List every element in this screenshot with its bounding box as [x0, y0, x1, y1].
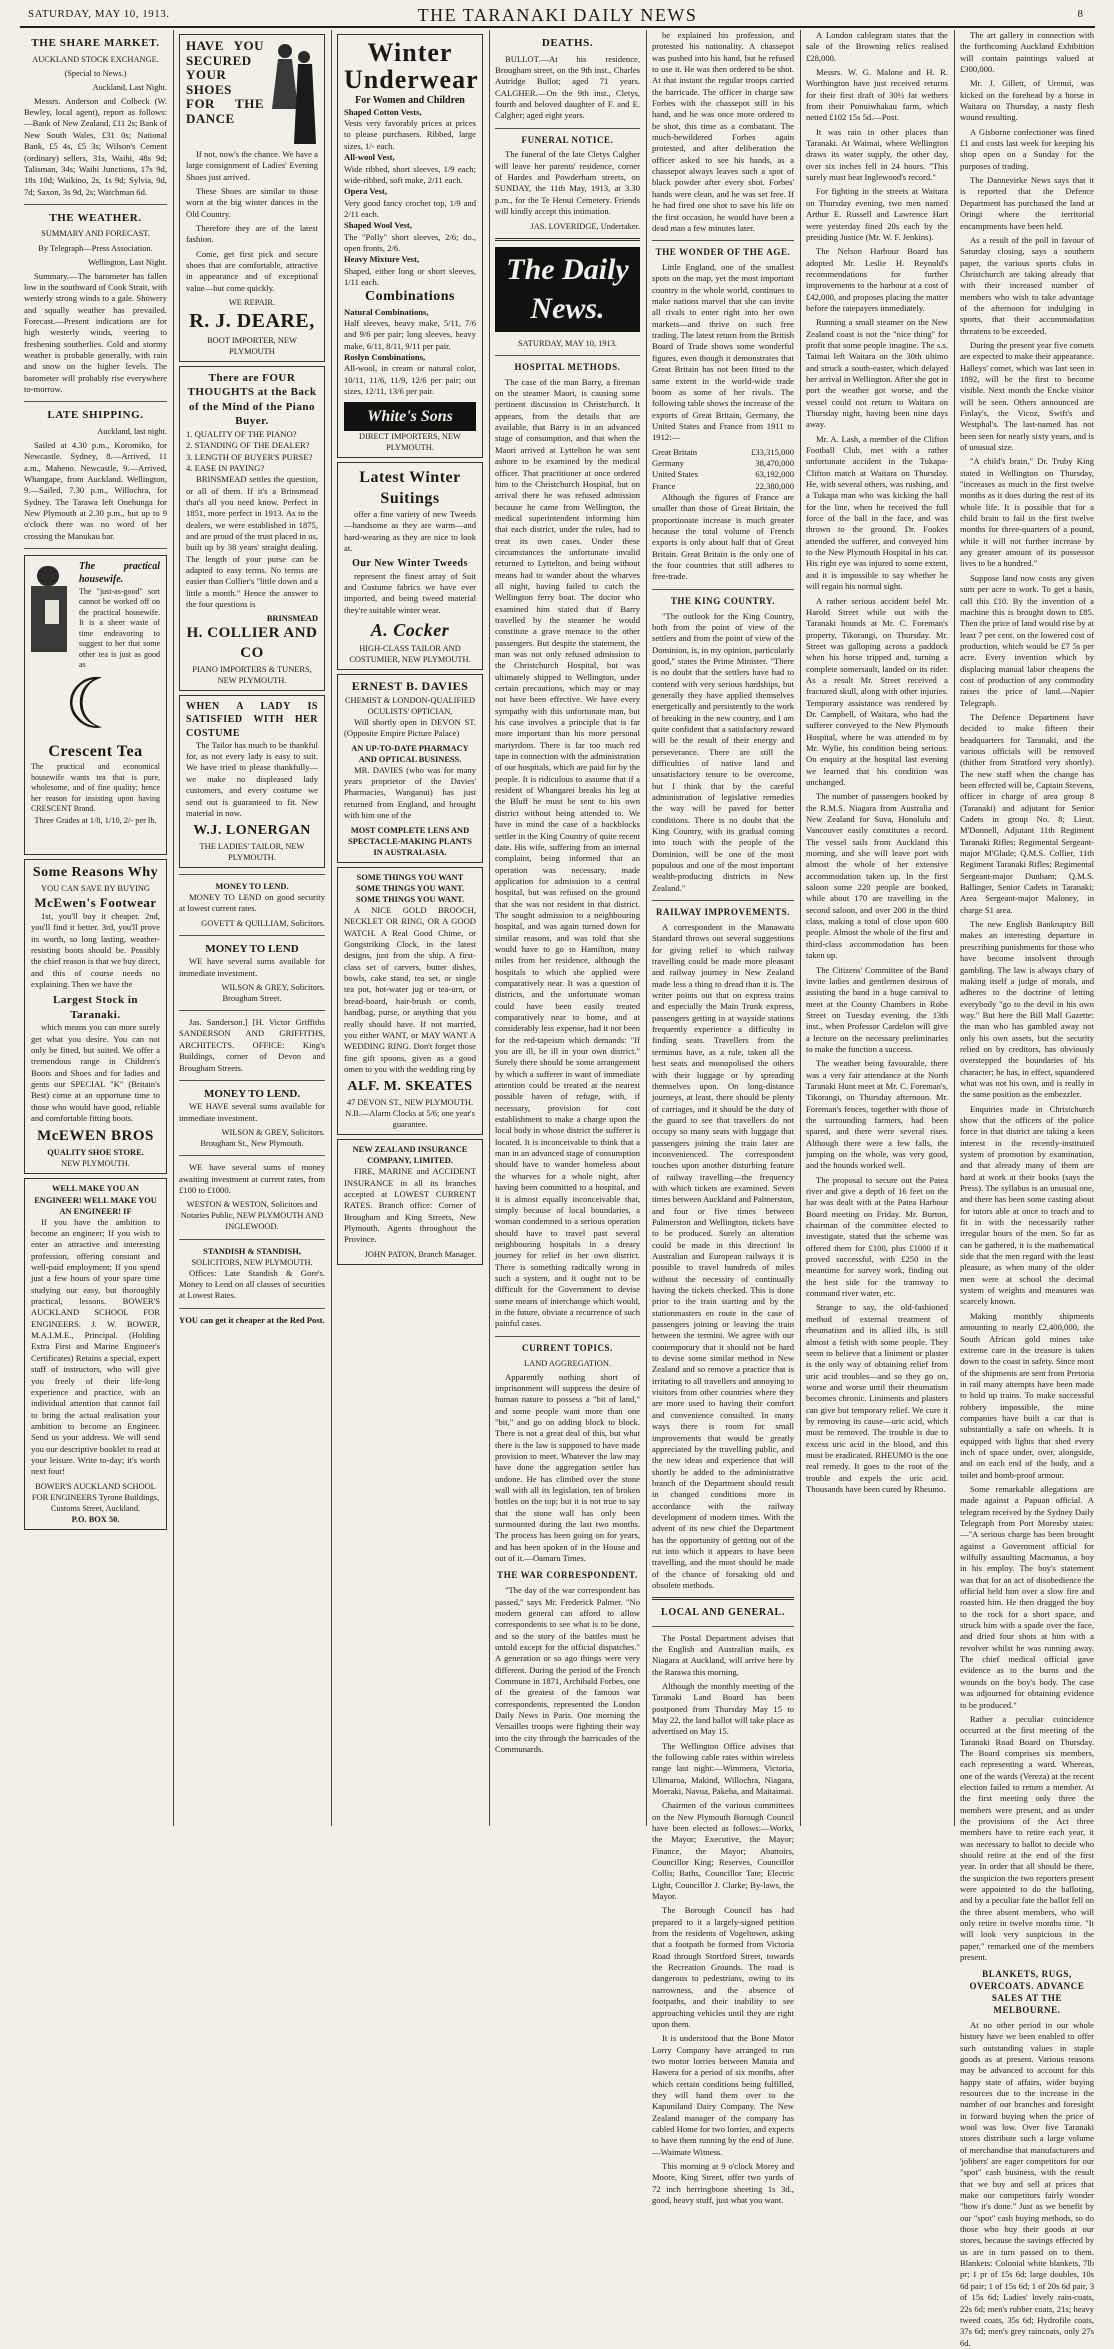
column-rule	[800, 30, 801, 1826]
combinations-head: Combinations	[364, 289, 456, 305]
table-cell: 63,192,000	[755, 469, 794, 480]
piano-question-1: 1. QUALITY OF THE PIANO?	[186, 428, 297, 439]
mcewen-text2: which means you can more surely get what you desire. You can not only be fitted, but suited. We offer a tremendous range in Children's Boots and Shoes and for ladies and gents our SPECIAL "K" (Britain's Best) come at an opportune time to those who would have good, reliable and comfortable fitting boots.	[31, 1022, 160, 1124]
news-item: During the present year five comets are expected to make their appearance. Halleys' comet, which was last seen in 1892, will be the first to become visible. Next month the Encke visitor will be seen. Others announced are Finlay's, the Vicoz, Swift's and Westphal's. The last-named has not been seen for nearly sixty years, and is of unusual size.	[960, 339, 1094, 453]
news-item: It was rain in other places than Taranaki. At Waimai, where Wellington draws its water supply, the other day, over six inches fell in 24 hours. "This surely must beat Inglewood's record."	[806, 126, 948, 183]
comb-item	[344, 352, 476, 397]
page-header	[20, 4, 1095, 28]
column-1	[24, 30, 167, 1826]
lady-text: The Tailor has much to be thankful for, as not every lady is easy to suit. We have tried to please thankfully—we make no displeased lady customers, and every costume we send out is guaranteed to fit. New material in now.	[186, 739, 318, 818]
money-2-text: WE have several sums available for immediate investment.	[179, 956, 325, 978]
news-item: The Defence Department have decided to make fifteen their headquarters for Taranaki, and the various officials will be removed (thither from Stratford very shortly). The new staff when the change has been effected will be, Captain Stevens, officer in charge of area group 8 (Taranaki) and adjutant for Senior Cadets in group No. 8; Lieut. M'Donnell, Adjutant 11th Regiment Taranaki Rifles; Regimental Sergeant-major M'Glade; Q.M.S. Collier, 11th Regiment Taranaki Rifles; Regimental Sergeant-major Dunham; Q.M.S. Ballinger, Senior Cadets in Taranaki; Area Sergeant-major Maloney, in charge S1 area.	[960, 711, 1094, 915]
local-item: The Wellington Office advises that the following cable rates within wireless range last night:—Wimmera, Victoria, Ulimaroa, Makind, Willochra, Niagara, Moeraki, Navua, Pakeha, and Maitaimai.	[652, 1740, 794, 1796]
news-item: Mr. A. Lash, a member of the Clifton Football Club, met with a rather unfortunate accident in the Tukapa-Clifton match at Waitara on Thursday. He, with several others, was rushing, and a Tukapa man who was kicking the ball for the line, when he received the full force of the ball in the face, and was thrown to the ground. Dr. Fookes attended the sufferer, and conveyed him to the New Plymouth Hospital in his car. His right eye was injured to some extent, and it is impossible to say whether he will regain his normal sight.	[806, 433, 948, 592]
collier-piano-ad	[179, 366, 325, 691]
column-rule	[489, 30, 490, 1826]
winter-item-head: Shaped Cotton Vests,	[344, 106, 422, 117]
table-cell: United States	[652, 469, 699, 480]
news-item: The art gallery in connection with the forthcoming Auckland Exhibition will contain paintings valued at £300,000.	[960, 30, 1094, 75]
davies-text-3: MR. DAVIES (who was for many years proprietor of the Davies' Pharmacies, Wanganui) has just returned from England, and brought with him one of the	[344, 764, 476, 821]
shipping-dateline: Auckland, last night.	[97, 426, 167, 436]
weather-report: Summary.—The barometer has fallen low in the southward of Cook Strait, with westerly strong winds to a gale. Showery and squally weather has prevailed. Forecast.—Present indications are for high westerly winds, veering to freshening southerlies. Cold and stormy weather is probable generally, with rain and snow on the higher levels. The barometer will probably rise everywhere to-morrow.	[24, 270, 167, 395]
divider	[652, 589, 794, 590]
shoes-text-4: Come, get first pick and secure shoes that are comfortable, attractive in appearance and of exceptional value—but come quickly.	[186, 248, 318, 293]
crescent-tail: The practical and economical housewife wants tea that is pure, wholesome, and of fine quality; hence her reason for insisting upon having CRESCENT Brand.	[31, 762, 160, 814]
nzi-sign: JOHN PATON, Branch Manager.	[364, 1249, 476, 1259]
news-item: Rather a peculiar coincidence occurred at the first meeting of the Taranaki Road Board on Thursday. The Board comprises six members, each representing a ward. Whereas, one of the wards (Vereza) at the recent election failed to return a member. At the first meeting only three the members were present, and as under the provisions of the Act three members have to retire each year, it was necessary to ballot to decide who should retire at the end of the first year. In order that all should be there, the suspicion the two reporters present were appointed to do the balloting, and by a peculiar fate the ballot fell on the three absent members, who will only retire in twelve months time. "It will look very suspicious in the paper," remarked one of the members present.	[960, 1713, 1094, 1963]
dancers-illustration-icon	[268, 39, 318, 149]
news-item: The proposal to secure out the Patea river and give a depth of 16 feet on the bar was dealt with at the Patea Harbour Board meeting on Friday. Mr. Burton, chairman of the committee elected to investigate, stated that the scheme was offered them for £100, plus £1000 if it proved successful, with £250 in the meantime for survey work, finding out the best side for the tramway to command river water, etc.	[806, 1174, 948, 1299]
engineer-ad	[24, 1178, 167, 1530]
column-5	[652, 30, 795, 2205]
local-item: It is understood that the Bone Motor Lorry Company have arranged to run two motor lorries between Manaia and Hawera for a period of six months, after which certain conditions being fulfilled, they will hand them over to the Kapuniland Dairy Company. The New Zealand manager of the company has cabled Home for two lorries, and expects to have them running by the end of June.—Waimate Witness.	[652, 2033, 794, 2157]
column-rule	[954, 30, 955, 1826]
divider	[179, 935, 325, 936]
divider	[179, 1080, 325, 1081]
winter-sub: For Women and Children	[355, 94, 465, 106]
cocker-sub: HIGH-CLASS TAILOR AND COSTUMIER, NEW PLYMOUTH.	[349, 643, 471, 664]
suit-head-2: Our New Winter Tweeds	[352, 558, 468, 570]
news-item: The weather being favourable, there was a very fair attendance at the North Taranaki Hunt meet at Mr. C. Foreman's, Tikorangi, on Thursday afternoon. Mr. Foreman's fences, together with those of the surrounding farmers, had been spared, and there were several rises. Although there were a few falls, the jumping on the whole, was very good, and the hounds worked well.	[806, 1058, 948, 1171]
cocker-name: A. Cocker	[370, 619, 450, 640]
standish-sub: SOLICITORS, NEW PLYMOUTH.	[191, 1257, 313, 1267]
shoes-text-3: Therefore they are of the latest fashion.	[186, 223, 318, 245]
winter-item-head: All-wool Vest,	[344, 152, 395, 163]
local-general-heading: LOCAL AND GENERAL.	[661, 1607, 785, 1619]
shipping-report: Sailed at 4.30 p.m., Koromiko, for Newcastle. Sydney, 8.—Arrived, 11 a.m., Maheno. Newcastle, 9.—Arrived, Whangape, from Auckland. Wellington, 9.—Sailed, 7.30 p.m., Willochra, for Sydney. The Tarawa left Onehunga for New Plymouth at 2.30 p.m., but up to 9 o'clock there was no word of her crossing the Manukau bar.	[24, 440, 167, 541]
winter-big: Winter Underwear	[344, 38, 479, 95]
king-country-text: "The outlook for the King Country, both from the point of view of the settlers and from the point of view of the Dominion, is, in my opinion, particularly good," states the Prime Minister. "There is no doubt that the settlers have had to contend with very serious hardships, but generally they have applied themselves energetically and persistently to the work of breaking in the new country, and I am quite confident that a satisfactory reward will be the result of their energy and perseverance. There are still the difficulties of native land and unsatisfactory tenure to be overcome, but I think that by the careful administration of legislative remedies the way will be paved for better conditions. There is no doubt that the King Country, with its gradual coming into touch with the people of the Dominion, will be one of the most populous and one of the most important wealth-producing districts in New Zealand."	[652, 610, 794, 893]
lonergan-ad	[179, 695, 325, 868]
funeral-heading: FUNERAL NOTICE.	[521, 134, 614, 145]
share-special: (Special to News.)	[64, 68, 127, 78]
editorial-masthead	[495, 247, 640, 332]
piano-question-3: 3. LENGTH OF BUYER'S PURSE?	[186, 451, 313, 462]
winter-item-text: Vests very favorably prices at prices to please purchasers. Ribbed, large sizes, 1/- each.	[344, 118, 476, 151]
divider	[179, 1239, 325, 1240]
news-item: Suppose land now costs any given sum per acre to work. To get a basis, call this £10. By the invention of a machine this is brought down to £85. Then the price of land would rise by at least 7 per cent. on the lowered cost of production, which would be £7 5s per acre. Every invention which by displacing manual labor cheapens the cost of production of any commodity raises the price of land.—Napier Telegraph.	[960, 572, 1094, 708]
deare-shoes-ad	[179, 34, 325, 362]
winter-item	[344, 152, 476, 186]
engineer-text: If you have the ambition to become an engineer; If you wish to enter an attractive and interesting profession, offering constant and well-paid employment; If you spend just a few hours of your spare time studying our easy, but thoroughly practical, lessons. BOWER'S AUCKLAND SCHOOL FOR ENGINEERS. J. W. BOWER, M.A.I.M.E., Principal. (Holding Extra First and Marine Engineer's Certificates) Retains a special, expert staff of instructors, who will give you freely of their life-long experience and practice, with an individual attention that cannot fail to bring the actual realisation your ambition to become an Engineer. Send us your address. We will send you our descriptive booklet to read at your leisure. Write to-day; it's worth next four!	[31, 1216, 160, 1477]
mcewen-big: Largest Stock in Taranaki.	[53, 994, 138, 1021]
column-2	[179, 30, 325, 1826]
winter-item	[344, 186, 476, 220]
wonder-text: Little England, one of the smallest spots on the map, yet the most important country in the whole world, continues to make nations marvel that she can invite all rivals to enter right into her own markets—and thrive on such free trading. The latest return from the British Board of Trade shows some wonderful figures, even though it demonstrates that Great Britain has not been fitted to the same extent in the world-wide trade boom as some of her rivals. The following table shows the increase of the exports of Great Britain, Germany, the United States and France from 1911 to 1912:—	[652, 262, 794, 443]
funeral-text: The funeral of the late Cletys Calgher will leave her parents' residence, corner of Hardes and Powderham streets, on SUNDAY, the 11th May, 1913, at 3.30 p.m., for the Te Henui Cemetery. Friends will kindly accept this intimation.	[495, 149, 640, 217]
local-item: Chairmen of the various committees on the New Plymouth Borough Council have been elected as follows:—Works, the Mayor; Executive, the Mayor; Finance, the Mayor; Abattoirs, Councillor King; Reserves, Councillor Collis; Baths, Councillor Tate; Electric Light, Councillor J. Clarke; By-laws, the Mayor.	[652, 1800, 794, 1902]
comb-item	[344, 307, 476, 352]
wonder-heading: THE WONDER OF THE AGE.	[655, 247, 791, 258]
winter-item	[344, 220, 476, 254]
winter-item	[344, 254, 476, 288]
standish-head: STANDISH & STANDISH,	[203, 1246, 301, 1256]
winter-item-head: Shaped Wool Vest,	[344, 220, 412, 231]
divider	[24, 204, 167, 205]
piano-question-4: 4. EASE IN PAYING?	[186, 462, 265, 473]
divider	[24, 548, 167, 549]
suit-text-2: represent the finest array of Suit and Costume fabrics we have ever imported, and being tweed material they're suitable winter wear.	[344, 570, 476, 615]
piano-text: BRINSMEAD settles the question, or all of them. If it's a Brinsmead that's all you need know. Perfect in 1851, more perfect in 1913. As to the dealers, we were established in 1875, and are proud of the trust placed in us, built up by 38 years' straight dealing. The length of your purse can be adapted to easy terms. No terms are easier than Collier's "little down and a little a month." Hence the answer to the four questions is	[186, 474, 318, 610]
davies-text-1: Will shortly open in DEVON ST. (Opposite Empire Picture Palace)	[344, 716, 476, 739]
header-date: SATURDAY, MAY 10, 1913.	[28, 8, 170, 20]
news-item: "A child's brain," Dr. Truby King stated in Wellington on Thursday, "increases as much in the first twelve months as it does during the rest of its whole life. It is possible that for a child brain to fail in the first twelve months for three-quarters of a pound, while it will not further increase by any greater amount of its possessor lives to be a hundred."	[960, 456, 1094, 569]
engineer-footer: BOWER'S AUCKLAND SCHOOL FOR ENGINEERS Tyrone Buildings, Customs Street, Auckland.	[31, 1481, 160, 1513]
column-rule	[646, 30, 647, 1826]
piano-question-2: 2. STANDING OF THE DEALER?	[186, 440, 310, 451]
skeates-name: ALF. M. SKEATES	[347, 1079, 473, 1095]
mcewen-firm: McEWEN BROS	[37, 1128, 154, 1145]
weston-firm: WESTON & WESTON, Solicitors and Notaries Public, NEW PLYMOUTH AND INGLEWOOD.	[180, 1200, 324, 1232]
crescent-name: Crescent Tea	[48, 742, 143, 760]
winter-item-head: Heavy Mixture Vest,	[344, 254, 420, 265]
column-4	[495, 30, 640, 1826]
table-cell: 22,380,000	[755, 480, 794, 491]
local-item: The Borough Council has had prepared to it a largely-signed petition from the residents of Vogeltown, asking that a footpath be formed from Victoria Road through Stortford Street, towards the Recreation Grounds. The road is dangerous to pedestrians, owing to its narrowness, and the absence of footpaths, and their inability to see approaching vehicles until they are right upon them.	[652, 1905, 794, 2029]
news-item: Some remarkable allegations are made against a Papuan official. A telegram received by the Sydney Daily Telegraph from Port Moresby states:—"A serious charge has been brought against a Government official for wilfully assaulting Macmanus, a boy in his employ. The boy's statement was that for an act of disobedience the official held him over a slow fire and roasted him. He then dragged the boy to the rock for a short space, and struck him with a spade over the face, and dried four shots at him with a revolver whilst he was running away. The chief medical official gave evidence as to the burns and the wounds on the boy's body. The case was adjourned for obtaining evidence to be produced."	[960, 1483, 1094, 1710]
war-continued: be explained his profession, and protested his nationality. A chassepot was pushed into his hand, but he refused to use it. He was then ordered to be shot. At that instant the regular troops carried the barricade. The officer in charge saw Forbes with the chassepot still in his hand, and he was once more ordered to be shot, this time as a combatant. The much-bewildered Forbes again protested, and after deliberation the officer asked to see his hands, as a chassepot always leaves such a spot of black powder after every shot. Forbes' hands were clean, and he was set free. If he had fired one shot to save his life on the first occasion, he would have been a dead man a few minutes later.	[652, 30, 794, 233]
cocker-ad	[337, 462, 483, 670]
money-3-head: MONEY TO LEND.	[203, 1087, 301, 1100]
news-item: The Dannevirke News says that it is reported that the Defence Department has purchased the land at Oringi where the territorial encampments have been held.	[960, 175, 1094, 231]
share-report: Messrs. Anderson and Colbeck (W. Bewley, local agent), report as follows:—Bank of New Zealand, £11 2s; Bank of New South Wales, £31 0s; National Bank, £5 4s, £5 3s; Wilson's Cement (ordinary) sellers, 31s, Waihi, 48s 9d; Talisman, 34s; Waihi Junctions, 17s 9d, 18s 10d; Waikino, 2s, 1s 9d; Sylvia, 9d, 7d; Saxon, 3s 9d, 2s; Watchman 6d.	[24, 95, 167, 197]
divider	[495, 355, 640, 356]
mcewen-firm-sub: QUALITY SHOE STORE.	[47, 1148, 144, 1158]
comb-item-head: Roslyn Combinations,	[344, 352, 426, 363]
nz-insurance-ad	[337, 1139, 483, 1265]
news-item: Enquiries made in Christchurch show that the officers of the police force in that district are taking a keen interest in the recently-instituted system of promotion by examination, and that already many of them are hard at work at their books (says the Press). The syllabus is an unusual one, and there has been some casting about for tutors able at once to teach and to fit in with the necessarily rather irregular hours of the men. So far as can be gathered, it is the mathematical side that the men regard with the least pleasure, as when many of the older men were at school the decimal system of weights and measures was scarcely known.	[960, 1103, 1094, 1307]
railway-text: A correspondent in the Manawatu Standard throws out several suggestions for giving relief to which railway travelling could be made more pleasant and railway journey in New Zealand made less a thing to dread than it is. The writer points out that on express trains and especially the Main Trunk express, passengers getting in at wayside stations frequently experience a difficulty in finding seats. Travellers from the terminus have, as a rule, taken all the best seats and monopolised the others with their luggage or by spreading themselves upon. On long-distance journeys, at least, there should be plenty of carriages, and it should be the duty of the guard to see that travellers do not occupy so many seats with luggage that passengers joining the train later are inconvenienced. The correspondent touches upon another disturbing feature of railway travelling—the frequency with which tickets are examined. Seven times between Auckland and Palmerston, and four or five times between Palmerston and Wellington, tickets have to be produced. Surely an alteration could be made in this direction! In Australian and European railways it is possible to travel hundreds of miles without the necessity of continually having the tickets checked. This is done prior to the train starting and by the stationmasters en route in the case of passengers joining or leaving the train between the termini. We agree with our contemporary that it should not be hard to devise some similar method in New Zealand and so remove a practice that is irritating to all travellers and annoying to visitors from other countries where they are more used to having their comfort and convenience consulted. In many ways there is room for small improvements that would be greatly appreciated by the travelling public, and the new ideas and experience that will shortly be added to the administrative branch of the Department should result in changed conditions more in accordance with the railway development of modern times. With the advent of its new chief the Department has the opportunity of getting out of the rut into which it appears to have been travelling, and the most should be made of the chance of forsaking old and obsolete methods.	[652, 922, 795, 1590]
shoes-repair: WE REPAIR.	[228, 298, 276, 308]
collier-name: H. COLLIER AND CO	[186, 625, 318, 662]
divider	[495, 238, 640, 241]
table-row	[652, 469, 794, 480]
nzi-head: NEW ZEALAND INSURANCE COMPANY, LIMITED.	[352, 1144, 468, 1166]
shoes-head: HAVE YOU SECURED YOUR SHOES FOR THE DANCE	[186, 38, 264, 126]
piano-brand: BRINSMEAD	[266, 614, 318, 624]
column-3	[337, 30, 483, 1826]
blankets-text: At no other period in our whole history have we been enabled to offer such outstanding values in staple goods as at present. Various reasons may be advanced to account for this happy state of affairs, wider buying resources due to the increase in the number of our branches and foresight in forward buying when the price of wool was low. Over five Taranaki stores distribute such a large volume of merchandise that manufacturers and 'jobbers' are eager competitors for our "spot" cash business, with the result that we buy and sell at prices that make our competitors fairly wonder "how it's done." Just as we benefit by our "spot" cash buying methods, so do those who buy their goods at our stores, because the savings effected by us are in turn passed on to them. Blankets: Colonial white blankets, 7lb pr; 1 pr of 15s 6d; large doubles, 10s 6d pair; 1 of 15s 6d; 1 of 20s 6d pair, 3 of 15s 6d; Ladies' lovely rain-coats, 22s 6d; men's rubber coats, 21s; heavy tweed coats, 35s 6d; Hydrofile coats, 37s 6d; men's grey raincoats, only 27s 6d.	[960, 2019, 1094, 2348]
divider	[179, 874, 325, 875]
nzi-text: FIRE, MARINE and ACCIDENT INSURANCE in all its branches accepted at LOWEST CURRENT RATES. Branch office: Corner of Brougham and King Streets, New Plymouth. Agents throughout the Province.	[344, 1166, 476, 1245]
money-1-firm: GOVETT & QUILLIAM, Solicitors.	[201, 918, 325, 928]
mcewen-ad	[24, 859, 167, 1174]
masthead-title: The Daily News.	[495, 247, 640, 332]
money-2-firm: WILSON & GREY, Solicitors.	[221, 982, 325, 992]
share-dateline: Auckland, Last Night.	[92, 82, 167, 92]
skeates-ad	[337, 867, 483, 1135]
whites-sub: DIRECT IMPORTERS, NEW PLYMOUTH.	[359, 431, 461, 452]
money-1-text: MONEY TO LEND on good security at lowest current rates.	[179, 891, 325, 914]
engineer-head: WELL MAKE YOU AN ENGINEER! WELL MAKE YOU AN ENGINEER! IF	[34, 1184, 157, 1216]
lady-head: WHEN A LADY IS SATISFIED WITH HER COSTUME	[186, 701, 318, 739]
table-row	[652, 481, 794, 492]
divider	[495, 1336, 640, 1337]
column-rule	[173, 30, 174, 1826]
mcewen-brand: McEwen's Footwear	[34, 894, 157, 910]
table-cell: France	[652, 480, 676, 491]
suit-head: Latest Winter Suitings	[359, 468, 461, 507]
shoes-text-1: If not, now's the chance. We have a large consignment of Ladies' Evening Shoes just arrived.	[186, 149, 318, 182]
divider	[24, 401, 167, 402]
comb-item-text: All-wool, in cream or natural color, 10/11, 11/6, 11/9, 12/6 per pair; out sizes, 12/11, 13/6 per pair.	[344, 363, 476, 397]
weather-subheading: SUMMARY AND FORECAST.	[41, 229, 150, 239]
local-item: This morning at 9 o'clock Morey and Moore, King Street, offer two yards of 72 inch herringbone sheeting 1s 3d., good, heavy stuff, just what you want.	[652, 2160, 794, 2205]
weather-by: By Telegraph—Press Association.	[38, 243, 153, 253]
crescent-tea-ad	[24, 555, 167, 855]
divider	[652, 1597, 794, 1600]
mcewen-text: 1st, you'll buy it cheaper. 2nd, you'll find it better. 3rd, you'll prove its worth, so long lasting, weather-resisting boots should be. Possibly the chief reason is that we buy direct, and this of course needs no explaining. Then we have the	[31, 910, 160, 989]
war-text: "The day of the war correspondent has passed," says Mr. Frederick Palmer. "No modern general can afford to allow correspondents to see what is to be done, and so the story of the battles must be untold except for the official dispatches." A generation or so ago things were very different. During the period of the French Commune in 1871, Archibald Forbes, one of the greatest of the famous war correspondents, represented the London Daily News in Paris. One morning the Versailles troops were fighting their way into the city through the barricades of the Communards.	[495, 1585, 640, 1755]
comb-item-text: Half sleeves, heavy make, 5/11, 7/6 and 9/6 per pair; long sleeves, heavy make, 6/11, 8/11, 9/11 per pair.	[344, 318, 476, 351]
news-item: A London cablegram states that the sale of the Browning relics realised £28,000.	[806, 30, 948, 63]
crescent-body: The "just-as-good" sort cannot be worked off on the practical housewife. It is a sheer waste of time endeavoring to suggest to her that some other tea is just as good as	[79, 586, 160, 670]
winter-item-head: Opera Vest,	[344, 186, 387, 197]
money-2-addr: Brougham Street.	[222, 994, 282, 1004]
weather-dateline: Wellington, Last Night.	[88, 257, 167, 267]
news-item: Making monthly shipments amounting to nearly £2,400,000, the South African gold mines take extreme care in the treasure is taken down to the coast in safety. Since most of the shipments are sent from Pretoria in rail many attempts have been made to hold up trains. To make successful robbery impossible, the mine companies have built a car that is substantially a safe on wheels. It is equipped with lights that shed every inch of space under, over, alongside, and on each end of the body, and a toilet and bomb-proof armour.	[960, 1310, 1094, 1480]
weather-heading: THE WEATHER.	[49, 211, 142, 224]
skeates-addr: 47 DEVON ST., NEW PLYMOUTH.	[346, 1097, 474, 1107]
mcewen-head: Some Reasons Why	[32, 865, 159, 881]
piano-head: There are FOUR THOUGHTS at the Back of the Mind of the Piano Buyer.	[187, 371, 317, 428]
war-heading: THE WAR CORRESPONDENT.	[497, 1570, 638, 1581]
column-7	[960, 30, 1094, 2348]
winter-item-text: The "Polly" short sleeves, 2/6; do., open fronts, 2/6.	[344, 231, 476, 253]
skeates-nb: N.B.—Alarm Clocks at 5/6; one year's guarantee.	[345, 1108, 475, 1129]
news-item: A Gisborne confectioner was fined £1 and costs last week for keeping his shop open on a Sunday for the purposes of trading.	[960, 126, 1094, 171]
table-cell: 38,470,000	[755, 457, 794, 468]
news-item: Messrs. W. G. Malone and H. R. Worthington have just received returns for their first draft of 30½ fat wethers from their Ponuiwhakau farm, which netted £102 15s 5d.—Post.	[806, 67, 948, 123]
money-2-head: MONEY TO LEND	[205, 942, 299, 955]
lonergan-name: W.J. LONERGAN	[193, 823, 311, 839]
railway-heading: RAILWAY IMPROVEMENTS.	[655, 907, 791, 918]
standish-text: Offices: Late Standish & Gore's. Money to Lend on all classes of securities at Lowest Rates.	[179, 1267, 325, 1301]
engineer-box: P.O. BOX 50.	[71, 1514, 120, 1524]
table-cell: Great Britain	[652, 446, 698, 457]
divider	[179, 1010, 325, 1011]
shoes-text-2: These Shoes are similar to those worn at the big winter dances in the Old Country.	[186, 186, 318, 219]
column-rule	[331, 30, 332, 1826]
local-item: The Postal Department advises that the English and Australian mails, ex Niagara at Auckland, will arrive here by the Rarawa this morning.	[652, 1632, 794, 1677]
divider	[179, 1155, 325, 1156]
money-3-firm: WILSON & GREY, Solicitors.	[221, 1128, 325, 1138]
crescent-grades: Three Grades at 1/8, 1/10, 2/- per lb.	[34, 815, 157, 825]
whites-logo: White's Sons	[344, 402, 476, 431]
shipping-heading: LATE SHIPPING.	[47, 409, 144, 422]
winter-item	[344, 107, 476, 152]
editorial-date: SATURDAY, MAY 10, 1913.	[518, 338, 617, 348]
red-post-text: YOU can get it cheaper at the Red Post.	[179, 1314, 325, 1325]
whites-ad	[337, 34, 483, 458]
divider	[495, 128, 640, 129]
money-3-text: WE HAVE several sums available for immediate investment.	[179, 1101, 325, 1123]
wonder-text-2: Although the figures of France are smaller than those of Great Britain, the proportionate increase is much greater because the total volume of French exports is only about half that of Great Britain. Great Britain is the only one of the four countries that still adheres to free-trade.	[652, 491, 794, 582]
suit-text-1: offer a fine variety of new Tweeds—handsome as they are warm—and hard-wearing as they are nice to look at.	[344, 509, 476, 554]
news-item: The number of passengers booked by the R.M.S. Niagara from Australia and New Zealand for Suva, Honolulu and Vancouver easily constitutes a record. The vessel sails from Auckland this morning, and she will leave port with almost the whole of her extensive accommodation taken up. In the first saloon some 220 people are booked, while about 170 are travelling in the second saloon, and over 200 in the third class, making a total of close upon 600 people. Almost the whole of the first and third-class accommodation has been taken up.	[806, 791, 948, 961]
local-item: Although the monthly meeting of the Taranaki Land Board has been postponed from Thursday May 15 to May 22, the land ballot will take place as advertised on May 15.	[652, 1680, 794, 1737]
blankets-heading: BLANKETS, RUGS, OVERCOATS. ADVANCE SALES AT THE MELBOURNE.	[969, 1969, 1085, 2016]
deaths-text: BULLOT.—At his residence, Brougham street, on the 9th inst., Charles Autridge Bullot; aged 71 years. CALGHER.—On the 9th inst., Cletys, fourth and beloved daughter of F. and E. Calgher; aged eight years.	[495, 53, 640, 121]
deare-name: R. J. DEARE,	[189, 310, 315, 333]
comb-item-head: Natural Combinations,	[344, 306, 429, 317]
table-cell: £33,315,000	[751, 446, 794, 457]
mcewen-town: NEW PLYMOUTH.	[61, 1159, 130, 1169]
crescent-moon-icon: ☾	[64, 666, 127, 744]
page-number: 8	[1077, 8, 1083, 20]
crescent-head: The practical housewife.	[79, 561, 160, 586]
divider	[652, 240, 794, 241]
table-row	[652, 447, 794, 458]
news-item: Strange to say, the old-fashioned method of external treatment of rheumatism and its allied ills, is still almost a fetish with some people. They seem to believe that a liniment or plaster is the only way of obtaining relief from uric acid troubles—and so they go on, worse and worse until their rheumatism becomes chronic. Liniments and plasters can give but temporary relief. We cure it by removing its cause—uric acid, which must be removed. The trouble is due to excess uric acid in the blood, and this must be eradicated. RHEUMO is the one real remedy. It goes to the root of the trouble and expels the uric acid. Thousands have been cured by Rheumo.	[806, 1302, 948, 1494]
table-row	[652, 458, 794, 469]
news-item: As a result of the poll in favour of Saturday closing, says a southern paper, the various sports clubs in Christchurch are taking already that with their increased number of members who wish to take advantage of the afternoon for indulging in sports, that their accommodation threatens to be exceeded.	[960, 234, 1094, 336]
deaths-heading: DEATHS.	[541, 37, 594, 49]
some-things: SOME THINGS YOU WANT SOME THINGS YOU WANT. SOME THINGS YOU WANT.	[355, 872, 465, 904]
masthead-title: THE TARANAKI DAILY NEWS	[417, 5, 698, 25]
funeral-sign: JAS. LOVERIDGE, Undertaker.	[530, 221, 640, 231]
money-1-head: MONEY TO LEND.	[215, 881, 289, 891]
woman-illustration-icon	[27, 560, 71, 656]
collier-sub: PIANO IMPORTERS & TUNERS, NEW PLYMOUTH.	[192, 665, 312, 686]
hospital-heading: HOSPITAL METHODS.	[514, 361, 621, 372]
davies-ad	[337, 674, 483, 863]
news-item: The Citizens' Committee of the Band invite ladies and gentlemen desirous of assisting the band in a huge carnival to meet at the County Chambers in Robe Street on Tuesday evening, the 13th inst., when Professor Cardelon will give a lecture on the necessary preliminaries to make the function a success.	[806, 964, 948, 1054]
news-item: The Nelson Harbour Board has adopted Mr. Leslie H. Reynold's recommendations for further improvements to the harbour at a cost of £42,000, and proposes placing the matter before the ratepayers immediately.	[806, 246, 948, 313]
news-item: Running a small steamer on the New Zealand coast is not the "nice thing" for profit that some people imagine. The s.s. Taimai left Waitara on the 30th ultimo and struck a south-easter, which delayed her arrival in Wellington. After she got in port the weather got worse, and the vessel could not return to Waitara on Thursday night, having been nine days away.	[806, 317, 948, 430]
sanderson-text: Jas. Sanderson.] [H. Victor Griffiths SANDERSON AND GRIFFITHS, ARCHITECTS. OFFICE: King's Buildings, corner of Devon and Brougham Streets.	[179, 1017, 325, 1073]
table-cell: Germany	[652, 457, 684, 468]
winter-item-text: Shaped, either long or short sleeves, 1/11 each.	[344, 265, 476, 287]
davies-text-2: AN UP-TO-DATE PHARMACY AND OPTICAL BUSINESS.	[351, 743, 469, 764]
news-item: Mr. J. Gillett, of Urenui, was kicked on the forehead by a horse in Waitara on Thursday, a nasty flesh wound resulting.	[960, 78, 1094, 123]
lonergan-sub: THE LADIES' TAILOR, NEW PLYMOUTH.	[199, 841, 305, 862]
divider	[179, 1308, 325, 1309]
news-item: The new English Bankruptcy Bill makes an interesting departure in prescribing punishments for those who have become insolvent through gambling. The law is always chary of making itself a judge of morals, and adheres to the doctrine of letting everybody "go to the devil in his own way." But here the Bill Mall Gazette: the man who has gambled away not only his own assets, but the security relied on by creditors, has obviously overstepped the boundaries of his character; he has, in effect, squandered what was not his own, and is really in the same position as the embezzler.	[960, 919, 1094, 1100]
winter-item-text: Very good fancy crochet top, 1/9 and 2/11 each.	[344, 197, 476, 219]
davies-name: ERNEST B. DAVIES	[351, 678, 469, 693]
davies-text-4: MOST COMPLETE LENS AND SPECTACLE-MAKING PLANTS IN AUSTRALASIA.	[348, 825, 472, 857]
money-3-addr: Brougham St., New Plymouth.	[200, 1139, 304, 1149]
deare-sub: BOOT IMPORTER, NEW PLYMOUTH	[207, 335, 297, 356]
winter-item-text: Wide ribbed, short sleeves, 1/9 each; wide-ribbed, soft make, 2/11 each.	[344, 163, 476, 185]
share-subheading: AUCKLAND STOCK EXCHANGE.	[32, 54, 159, 64]
news-item: For fighting in the streets at Waitara on Thursday evening, two men named Arthur E. Russell and Lawrence Hart were yesterday fined 20s each by the presiding Justice (Mr. W. F. Jenkins).	[806, 186, 948, 242]
divider	[652, 900, 794, 901]
current-topics-sub: LAND AGGREGATION.	[524, 1358, 611, 1368]
share-market-heading: THE SHARE MARKET.	[31, 37, 160, 49]
news-item: A rather serious accident befel Mr. Harold Street while out with the Taranaki hounds at Mr. C. Foreman's property, Tikorangi, on Thursday. Mr. Street was galloping across a paddock when his horse tripped and, turning a complete somersault, landed on its rider. As a result Mr. Street received a fractured skull, along with other injuries. Temporary assistance was rendered by Dr. Campbell, of Waitara, who had the sufferer conveyed to the New Plymouth Hospital, where he was attended to by Mr. Wylie, his condition being serious. On enquiry at the hospital last evening we learned that his condition was unchanged.	[806, 595, 948, 787]
skeates-text: A NICE GOLD BROOCH, NECKLET OR RING, OR A GOOD WATCH. A Real Good Chime, or Gongstriking Clock, in the latest designs, just from the ship. A first-class set of carvers, butter dishes, bowls, cake stand, tea set, or single tea pot, hot-water jug or tea-urn, or bread-board, hair-brush or comb, handbag, purse, or anything that you really should have. If not married, you either WANT, or MAY WANT A WEDDING RING. Don't forget those fine gift spoons, given as a good omen to you with the wedding ring by	[344, 905, 476, 1074]
weston-text: WE have several sums of money awaiting investment at current rates, from £100 to £1000.	[179, 1162, 325, 1195]
current-topics-text: Apparently nothing short of imprisonment will suppress the desire of human nature to possess a "bit of land," and some people want more than one "bit," and go on adding block to block. There is not a great deal of this, but what there is the law is supposed to have made provision to meet. Whatever the law may have done the aggregation settler has undone. He has climbed over the stone wall with all its legislation, ten of broken bottles on the top; but it is not true to say that the stone wall has only been surmounted during the last two months. The process has been going on for years, and has been spoken of in the House and out of it.—Oamaru Times.	[495, 1371, 640, 1564]
king-country-heading: THE KING COUNTRY.	[670, 595, 776, 606]
column-6	[806, 30, 948, 1826]
hospital-text: The case of the man Barry, a fireman on the steamer Maori, is causing some pertinent discussion in Christchurch. It appears, from the details that are available, that Barry is in an advanced stage of consumption, and that when the Maori arrived at Lyttelton he was sent ashore to be examined by the medical officer. That practitioner at once ordered him to the Christchurch Hospital, but on arrival there he was refused admission because he came from Wellington, the medical superintendent informing him that each district, under the rules, had to treat its own cases. Under these circumstances the unfortunate invalid returned to Lyttelton, and being without means had to wander about the wharves all night, having failed to catch the Wellington ferry boat. The doctor who examined him stated that if Barry travelled by the steamer he would constitute a grave menace to the other passengers. But despite the statement, the man was not only refused admission to the Christchurch Hospital, but was ultimately shipped to Wellington, under certain precautions, which may or may not have been effective. We have every sympathy with this unfortunate man, but his case involves a principle that is far more important than his more personal martyrdom. There is far too much red tape in connection with the administration of our hospitals, which are paid for by the people. It is ridiculous to assume that if a resident of Whangarei breaks his leg at the Bluff he must be sent to his own district without being attended to. We have in mind the case of a backblocks settler in the King Country of quite recent date. His wife, suffering from an internal complaint, being informed that an operation was necessary, made application for admission to a central hospital, but was refused on the ground that she was not resident in that district. The sought admission to a neighbouring hospital, and was again turned down for similar reasons, and was told that she would have to go to Hamilton, many miles from her residence, although the hospitals to which she applied were comparatively near. It was a question of districts, and the unfortunate woman could have been easily treated comparatively near to home, and at considerably less expense, had it not been for the red-tapeism which demands: "If you are ill, be ill in your own district." Surely there should be some arrangement by which a sufferer in want of immediate attention could be treated at the nearest possible haven of refuge, with, if necessary, provision for cost establishment to make a charge upon the local body in whose district the sufferer is located. It is inconceivable to think that a man in an advanced stage of consumption should have to wander homeless about the wharves for a whole night, after having been committed to a hospital, and it is almost equally inconceivable that, simply because of local boundaries, a woman condemned to a serious operation should have to travel past several neighbouring hospitals in a dreary journey for relief in her own district. There is something radically wrong in such a system, and it ought not to be difficult for the Government to devise some means of interchange which would, in the future, obviate a recurrence of such painful cases.	[495, 376, 640, 1329]
divider	[652, 1626, 794, 1627]
current-topics-heading: CURRENT TOPICS.	[521, 1342, 614, 1353]
mcewen-sub: YOU CAN SAVE BY BUYING	[41, 883, 150, 893]
davies-sub: CHEMIST & LONDON-QUALIFIED OCULISTS' OPTICIAN,	[344, 695, 476, 716]
